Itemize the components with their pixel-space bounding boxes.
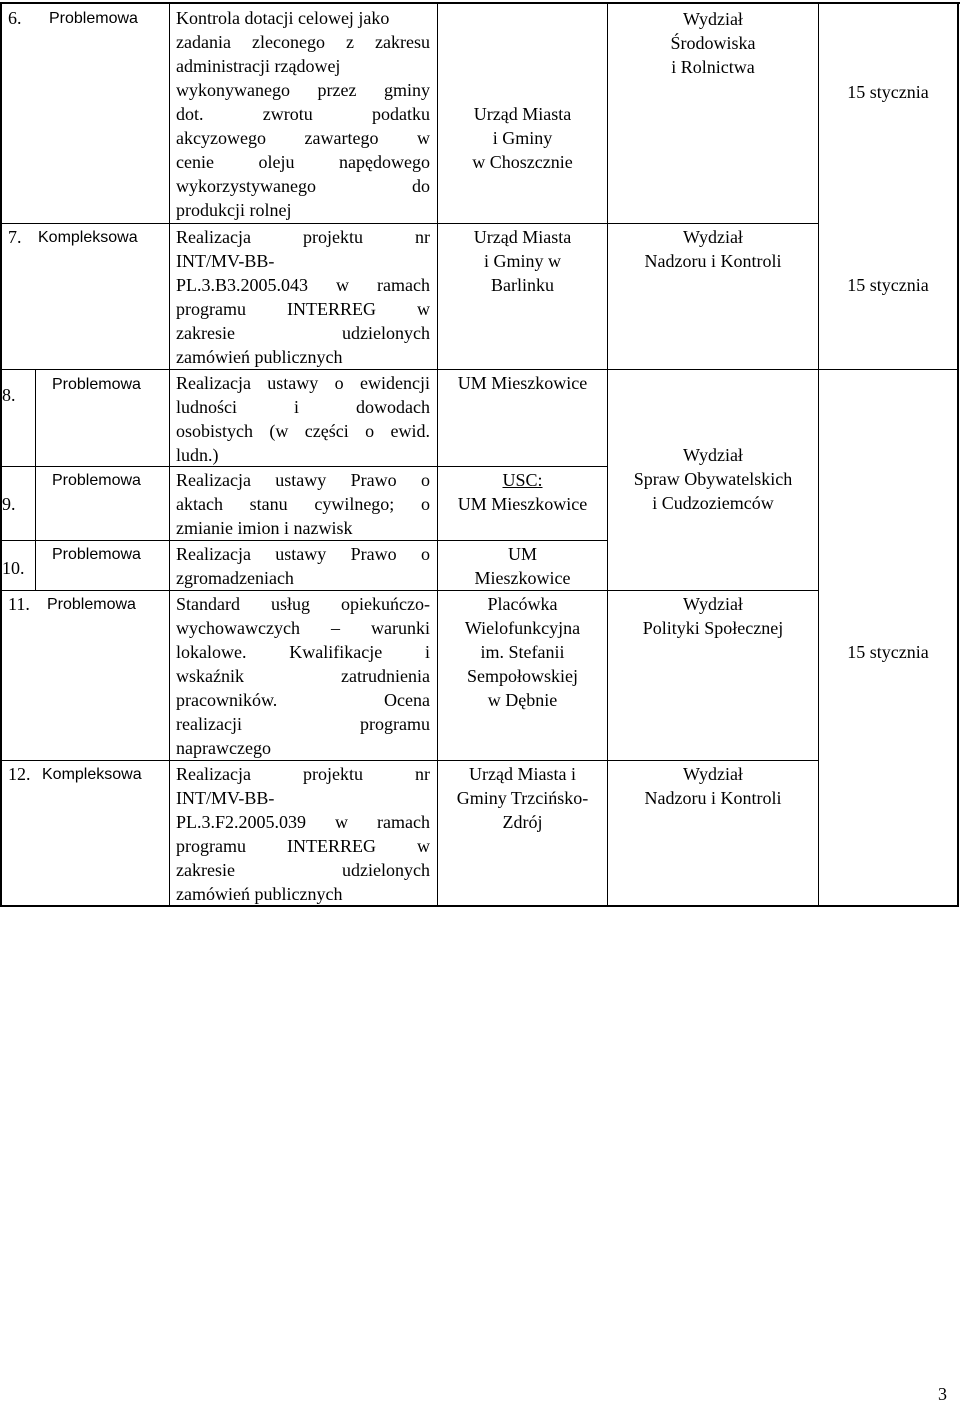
row-line: [607, 760, 818, 761]
department-line: Wydział: [683, 9, 743, 29]
check-description: [176, 762, 430, 906]
check-description: [176, 6, 430, 222]
check-description: [176, 592, 430, 760]
unit-line: i Gminy w: [483, 251, 561, 271]
check-description: [176, 468, 430, 540]
row-line: [607, 369, 818, 370]
department-line: Polityki Społecznej: [642, 618, 784, 638]
department-line: i Cudzoziemców: [652, 493, 774, 513]
col-line-num: [35, 369, 36, 591]
description-line: PL.3.B3.2005.043 w ramach: [176, 275, 430, 295]
audited-unit: [438, 102, 607, 174]
audited-unit: [438, 542, 607, 590]
unit-line: Urząd Miasta i: [469, 764, 576, 784]
unit-line: Barlinku: [491, 275, 554, 295]
audited-unit: [438, 225, 607, 297]
col-line-right: [957, 2, 959, 907]
deadline-date: 15 stycznia: [847, 82, 929, 102]
row-line: [818, 369, 958, 370]
description-line: lokalowe. Kwalifikacje i: [176, 642, 430, 662]
description-line: pracowników. Ocena: [176, 690, 430, 710]
check-description: [176, 225, 430, 369]
description-line: cenie oleju napędowego: [176, 152, 430, 172]
department-line: i Rolnictwa: [671, 57, 755, 77]
check-type: Kompleksowa: [42, 766, 142, 783]
description-line: Realizacja ustawy o ewidencji: [176, 373, 430, 393]
table-border-top: [0, 2, 960, 4]
description-line: programu INTERREG w: [176, 299, 430, 319]
description-line: Realizacja ustawy Prawo o: [176, 470, 430, 490]
row-number: 7.: [8, 227, 22, 247]
department-line: Wydział: [683, 445, 743, 465]
responsible-department: [608, 7, 818, 79]
description-line: zakresie udzielonych: [176, 860, 430, 880]
row-number: 12.: [8, 764, 31, 784]
description-line: Realizacja projektu nr: [176, 227, 430, 247]
description-line: INT/MV-BB-: [176, 251, 275, 271]
unit-line: i Gminy: [492, 128, 553, 148]
description-line: ludności i dowodach: [176, 397, 430, 417]
description-line: zgromadzeniach: [176, 568, 294, 588]
row-line: [0, 540, 607, 541]
description-line: PL.3.F2.2005.039 w ramach: [176, 812, 430, 832]
row-number: 11.: [8, 594, 30, 614]
unit-line: Urząd Miasta: [473, 104, 572, 124]
responsible-department: [608, 592, 818, 640]
check-type: Kompleksowa: [38, 229, 138, 246]
description-line: wychowawczych – warunki: [176, 618, 430, 638]
description-line: administracji rządowej: [176, 56, 341, 76]
unit-line: Mieszkowice: [474, 568, 571, 588]
check-type: Problemowa: [52, 376, 141, 393]
unit-line: im. Stefanii: [480, 642, 565, 662]
description-line: INT/MV-BB-: [176, 788, 275, 808]
description-line: wykorzystywanego do: [176, 176, 430, 196]
row-number: 6.: [8, 8, 22, 28]
audited-unit: [438, 371, 607, 395]
department-line: Środowiska: [670, 33, 756, 53]
description-line: wykonywanego przez gminy: [176, 80, 430, 100]
audited-unit: [438, 468, 607, 516]
check-type: Problemowa: [47, 596, 136, 613]
check-type: Problemowa: [52, 546, 141, 563]
department-line: Wydział: [683, 764, 743, 784]
unit-line: Placówka: [487, 594, 558, 614]
unit-line: w Choszcznie: [472, 152, 573, 172]
unit-line: Gminy Trzcińsko-: [456, 788, 589, 808]
unit-line: Sempołowskiej: [467, 666, 578, 686]
unit-line: UM Mieszkowice: [457, 494, 588, 514]
col-line-type: [169, 2, 170, 907]
description-line: zamówień publicznych: [176, 347, 343, 367]
row-line: [607, 223, 818, 224]
department-line: Spraw Obywatelskich: [633, 469, 793, 489]
department-line: Nadzoru i Kontroli: [644, 788, 782, 808]
department-line: Wydział: [683, 227, 743, 247]
description-line: zadania zleconego z zakresu: [176, 32, 430, 52]
table-border-bottom: [0, 905, 958, 907]
unit-line: USC:: [502, 470, 543, 490]
description-line: zakresie udzielonych: [176, 323, 430, 343]
unit-line: Wielofunkcyjna: [464, 618, 581, 638]
description-line: Standard usług opiekuńczo-: [176, 594, 430, 614]
row-number: 9.: [2, 494, 16, 514]
col-line-left: [0, 2, 2, 907]
audited-unit: [438, 592, 607, 712]
row-number: 8.: [2, 385, 16, 405]
description-line: dot. zwrotu podatku: [176, 104, 430, 124]
unit-line: w Dębnie: [487, 690, 558, 710]
check-description: [176, 371, 430, 467]
page-number: 3: [938, 1384, 947, 1404]
check-type: Problemowa: [52, 472, 141, 489]
description-line: programu INTERREG w: [176, 836, 430, 856]
unit-line: UM Mieszkowice: [457, 373, 588, 393]
responsible-department: [608, 443, 818, 515]
description-line: produkcji rolnej: [176, 200, 292, 220]
check-description: [176, 542, 430, 590]
responsible-department: [608, 762, 818, 810]
row-line: [607, 590, 818, 591]
description-line: zmianie imion i nazwisk: [176, 518, 353, 538]
description-line: ludn.): [176, 445, 219, 465]
description-line: Kontrola dotacji celowej jako: [176, 8, 390, 28]
department-line: Nadzoru i Kontroli: [644, 251, 782, 271]
unit-line: Urząd Miasta: [473, 227, 572, 247]
deadline-date: 15 stycznia: [847, 642, 929, 662]
row-line: [0, 223, 607, 224]
row-number: 10.: [2, 558, 25, 578]
responsible-department: [608, 225, 818, 273]
description-line: Realizacja ustawy Prawo o: [176, 544, 430, 564]
unit-line: Zdrój: [502, 812, 543, 832]
department-line: Wydział: [683, 594, 743, 614]
unit-line: UM: [507, 544, 537, 564]
row-line: [0, 369, 607, 370]
row-line: [0, 760, 607, 761]
row-line: [0, 590, 607, 591]
description-line: realizacji programu: [176, 714, 430, 734]
description-line: akcyzowego zawartego w: [176, 128, 430, 148]
check-type: Problemowa: [49, 10, 138, 27]
description-line: aktach stanu cywilnego; o: [176, 494, 430, 514]
description-line: osobistych (w części o ewid.: [176, 421, 430, 441]
description-line: wskaźnik zatrudnienia: [176, 666, 430, 686]
description-line: naprawczego: [176, 738, 271, 758]
audited-unit: [438, 762, 607, 834]
description-line: zamówień publicznych: [176, 884, 343, 904]
description-line: Realizacja projektu nr: [176, 764, 430, 784]
col-line-dept: [818, 2, 819, 907]
deadline-date: 15 stycznia: [847, 275, 929, 295]
